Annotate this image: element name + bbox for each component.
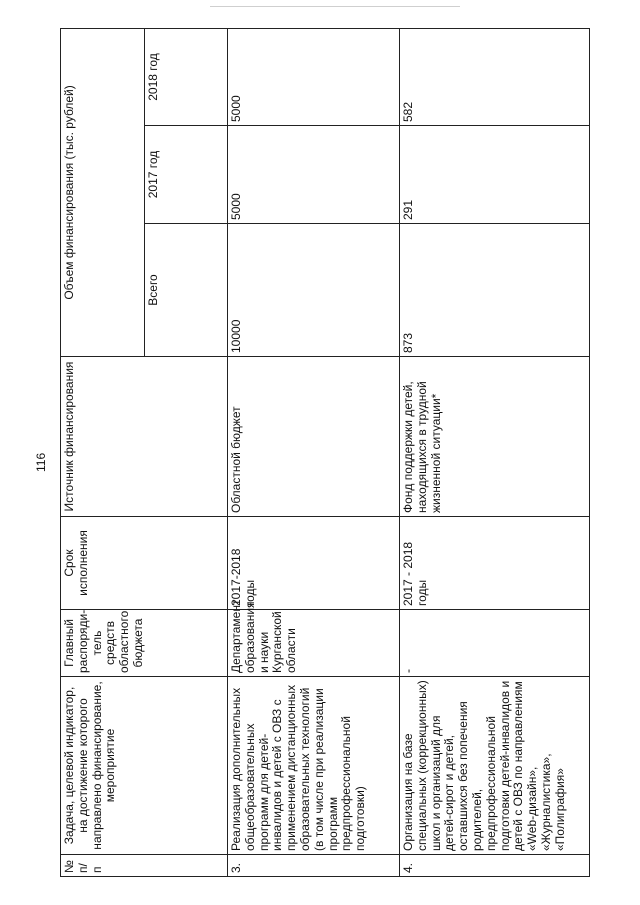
row-2017: 291 [400,126,590,224]
scan-edge-line [210,6,460,7]
row-2017: 5000 [228,126,400,224]
header-total: Всего [144,224,228,357]
row-2018: 582 [400,28,590,125]
header-task: Задача, целевой индикатор, на достижение которого направлено финансирование, мероприятие [61,677,228,855]
row-total: 10000 [228,224,400,357]
table-row [400,28,590,876]
page-number: 116 [34,452,48,472]
header-source: Источник финансирования [61,357,228,517]
row-task: Реализация дополнительных общеобразовательных программ для детей-инвалидов и детей с ОВЗ с применением дистанционных образовательных технологий (в том числе при реализации программ предпрофессиональной подготовки) [228,677,400,855]
header-row [61,28,145,876]
row-source: Фонд поддержки детей, находящихся в трудной жизненной ситуации* [400,357,590,517]
row-2018: 5000 [228,28,400,125]
row-task: Организация на базе специальных (коррекционных) школ и организаций для детей-сирот и детей, оставшихся без попечения родителей, предпрофессиональной подготовки детей-инвалидов и детей с ОВЗ по направлениям «Web-дизайн», «Журналистика», «Полиграфия» [400,677,590,855]
rotated-sheet [30,29,590,877]
row-term: 2017 - 2018 годы [400,517,590,610]
row-total: 873 [400,224,590,357]
row-manager: Департамент образования и науки Курганской области [228,610,400,677]
header-2018: 2018 год [144,28,228,125]
row-num: 4. [400,855,590,877]
row-term: 2017-2018 годы [228,517,400,610]
header-manager: Главный распоряди- тель средств областного бюджета [61,610,228,677]
header-term: Срок исполнения [61,517,228,610]
row-manager: - [400,610,590,677]
header-num: № п/п [61,855,228,877]
row-num: 3. [228,855,400,877]
row-source: Областной бюджет [228,357,400,517]
financing-table [60,28,590,877]
table-row [228,28,400,876]
header-2017: 2017 год [144,126,228,224]
header-volume: Объем финансирования (тыс. рублей) [61,28,145,356]
